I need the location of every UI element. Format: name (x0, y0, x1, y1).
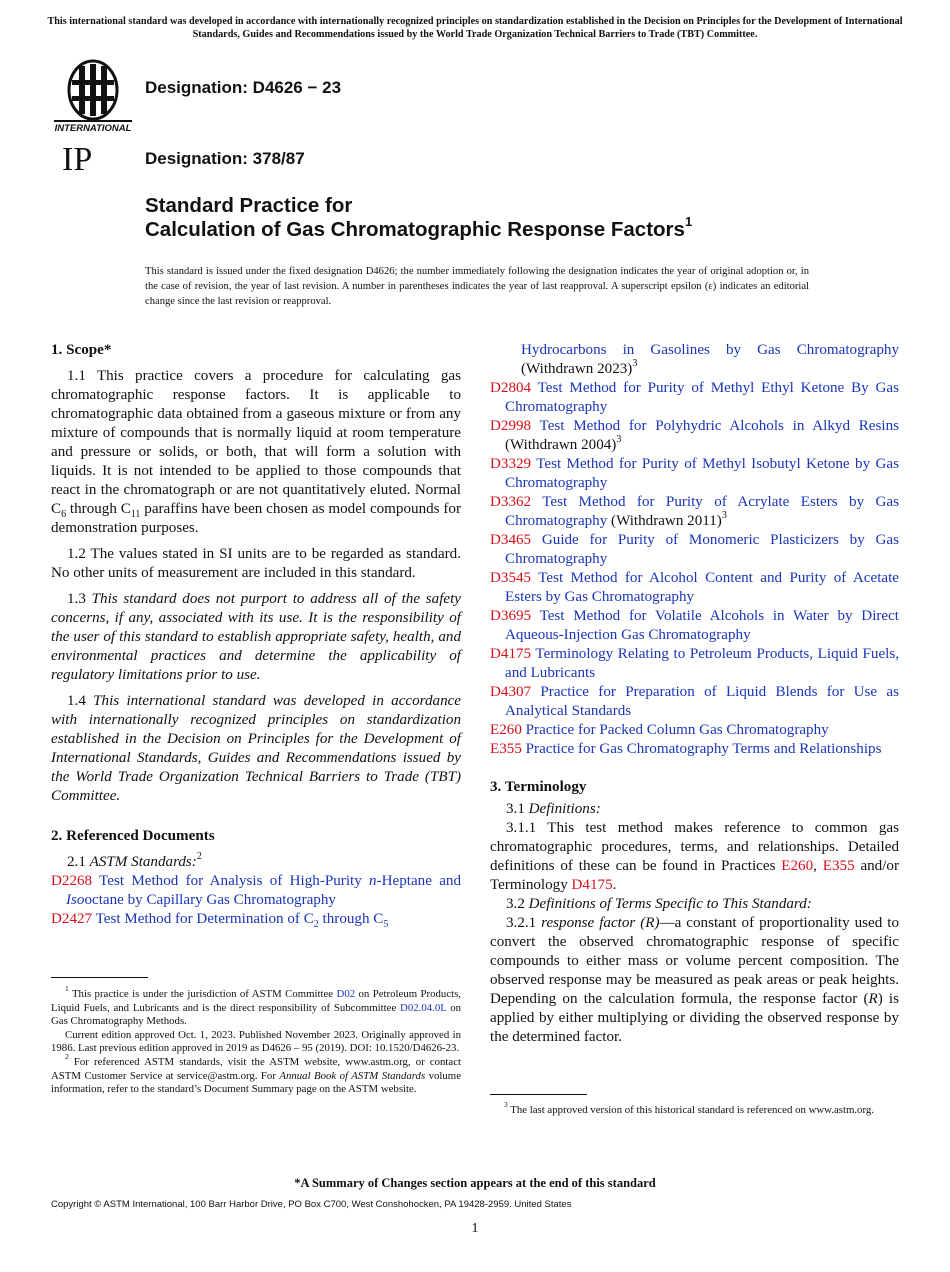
scope-paragraph-1-2: 1.2 The values stated in SI units are to be regarded as standard. No other units of measurement are included in this standard. (51, 546, 461, 581)
ip-logo-text: IP (62, 141, 93, 176)
definitions-label: 3.1 Definitions: (506, 801, 601, 817)
footnote-1-edition: Current edition approved Oct. 1, 2023. Published November 2023. Originally approved in 1986. Last previous edition approved in 2019 as D4626 – 95 (2019). DOI: 10.1520/D4626-23. (51, 1028, 461, 1055)
terminology-paragraph-3-1-1: 3.1.1 This test method makes reference to common gas chromatographic procedures, terms, and relationships. Detailed definitions of these can be found in Practices E260, E355 and/or Terminology D4175. (490, 820, 899, 893)
referenced-documents-heading: 2. Referenced Documents (51, 828, 215, 844)
title-line-1: Standard Practice for (145, 194, 353, 217)
link-e260[interactable]: E260 (781, 858, 814, 874)
reference-d3695[interactable]: D3695 Test Method for Volatile Alcohols in Water by Direct Aqueous-Injection Gas Chromatography (490, 608, 899, 643)
link-d4175[interactable]: D4175 (571, 877, 613, 893)
scope-heading: 1. Scope* (51, 342, 112, 358)
specific-definitions-label: 3.2 Definitions of Terms Specific to This Standard: (506, 896, 812, 912)
footnote-3: $^3$ The last approved version of this historical standard is referenced on www.astm.org. (504, 1100, 874, 1116)
footnotes-left (51, 984, 462, 1097)
link-e355[interactable]: E355 (822, 858, 855, 874)
designation-astm: Designation: D4626 − 23 (145, 78, 342, 97)
terminology-heading: 3. Terminology (490, 779, 587, 795)
right-column (490, 341, 899, 1047)
reference-d3329[interactable]: D3329 Test Method for Purity of Methyl Isobutyl Ketone by Gas Chromatography (490, 456, 899, 491)
reference-d2268[interactable]: D2268 Test Method for Analysis of High-Purity n-Heptane and Isooctane by Capillary Gas Chromatography (51, 873, 461, 908)
subcommittee-link[interactable]: D02.04.0L (400, 1001, 447, 1014)
astm-standards-label: 2.1 ASTM Standards:$^2$ (67, 850, 202, 870)
footnote-rule-left (51, 977, 148, 978)
committee-d02-link[interactable]: D02 (336, 988, 356, 1000)
reference-d3362[interactable]: D3362 Test Method for Purity of Acrylate Esters by Gas Chromatography (Withdrawn 2011)$^3$ (490, 494, 899, 529)
reference-d2804[interactable]: D2804 Test Method for Purity of Methyl Ethyl Ketone By Gas Chromatography (490, 380, 899, 415)
title-footnote-ref: 1 (684, 214, 693, 230)
terminology-paragraph-3-2-1: 3.2.1 response factor (R)—a constant of proportionality used to convert the observed chromatographic response of specific compounds to either mass or volume percent composition. The observed response may be measured as peak areas or peak heights. Depending on the calculation formula, the response factor (R) is applied by either multiplying or dividing the observed response by the determined factor. (490, 915, 899, 1045)
reference-d4175[interactable]: D4175 Terminology Relating to Petroleum Products, Liquid Fuels, and Lubricants (490, 646, 899, 681)
document-title (145, 194, 692, 242)
copyright-line: Copyright © ASTM International, 100 Barr Harbor Drive, PO Box C700, West Conshohocken, PA 19428-2959. United States (51, 1199, 572, 1210)
page-number: 1 (471, 1221, 479, 1236)
summary-of-changes-note: *A Summary of Changes section appears at the end of this standard (294, 1176, 656, 1190)
title-line-2: Calculation of Gas Chromatographic Response Factors (145, 218, 685, 241)
footnote-1: $^1$ This practice is under the jurisdiction of ASTM Committee D02 on Petroleum Products, Liquid Fuels, and Lubricants and is the direct responsibility of Subcommittee D02.04.0L on Gas Chromatography Methods. (51, 984, 462, 1028)
scope-paragraph-1-1: 1.1 This practice covers a procedure for calculating gas chromatographic response factors. It is applicable to chromatographic data obtained from a gaseous mixture or from any mixture of compounds that is normally liquid at room temperature and pressure or solids, or both, that will form a solution with liquids. It is not intended to be applied to those compounds that react in the chromatograph or are not quantitatively eluted. Normal $C_6$ through $C_{11}$ paraffins have been chosen as model compounds for demonstration purposes. (51, 368, 461, 536)
scope-paragraph-1-4: 1.4 This international standard was developed in accordance with internationally recognized principles on standardization established in the Decision on Principles for the Development of International Standards, Guides and Recommendations issued by the World Trade Organization Technical Barriers to Trade (TBT) Committee. (51, 693, 462, 804)
reference-e260[interactable]: E260 Practice for Packed Column Gas Chromatography (490, 722, 829, 738)
scope-paragraph-1-3: 1.3 This standard does not purport to address all of the safety concerns, if any, associated with its use. It is the responsibility of the user of this standard to establish appropriate safety, health, and environmental practices and determine the applicability of regulatory limitations prior to use. (51, 591, 462, 683)
reference-d4307[interactable]: D4307 Practice for Preparation of Liquid Blends for Use as Analytical Standards (490, 684, 899, 719)
footnotes-right (490, 1100, 899, 1118)
reference-d3465[interactable]: D3465 Guide for Purity of Monomeric Plasticizers by Gas Chromatography (490, 532, 899, 567)
left-column (51, 341, 461, 929)
footnote-rule-right (490, 1094, 587, 1095)
ip-logo (62, 140, 112, 176)
reference-d2427[interactable]: D2427 Test Method for Determination of $C_2$ through $C_5$ (51, 911, 389, 931)
reference-d2427-continued[interactable]: Hydrocarbons in Gasolines by Gas Chromatography (Withdrawn 2023)$^3$ (521, 342, 899, 377)
reference-d3545[interactable]: D3545 Test Method for Alcohol Content and Purity of Acetate Esters by Gas Chromatography (490, 570, 899, 605)
astm-logo (52, 56, 134, 134)
reference-d2998[interactable]: D2998 Test Method for Polyhydric Alcohols in Alkyd Resins (Withdrawn 2004)$^3$ (490, 418, 899, 453)
astm-logo-text: INTERNATIONAL (54, 123, 132, 134)
header-notice: This international standard was developed in accordance with internationally recognized principles on standardization established in the Decision on Principles for the Development of International Standards, Guides and Recommendations issued by the World Trade Organization Technical Barriers to Trade (TBT) Committee. (47, 16, 903, 40)
footnote-2: $^2$ For referenced ASTM standards, visit the ASTM website, www.astm.org, or contact ASTM Customer Service at service@astm.org. For Annual Book of ASTM Standards volume information, refer to the standard’s Document Summary page on the ASTM website. (51, 1052, 461, 1096)
designation-ip: Designation: 378/87 (145, 149, 305, 168)
reference-e355[interactable]: E355 Practice for Gas Chromatography Terms and Relationships (490, 741, 882, 757)
issuance-note: This standard is issued under the fixed designation D4626; the number immediately following the designation indicates the year of original adoption or, in the case of revision, the year of last revision. A number in parentheses indicates the year of last reapproval. A superscript epsilon (ε) indicates an editorial change since the last revision or reapproval. (145, 266, 809, 308)
